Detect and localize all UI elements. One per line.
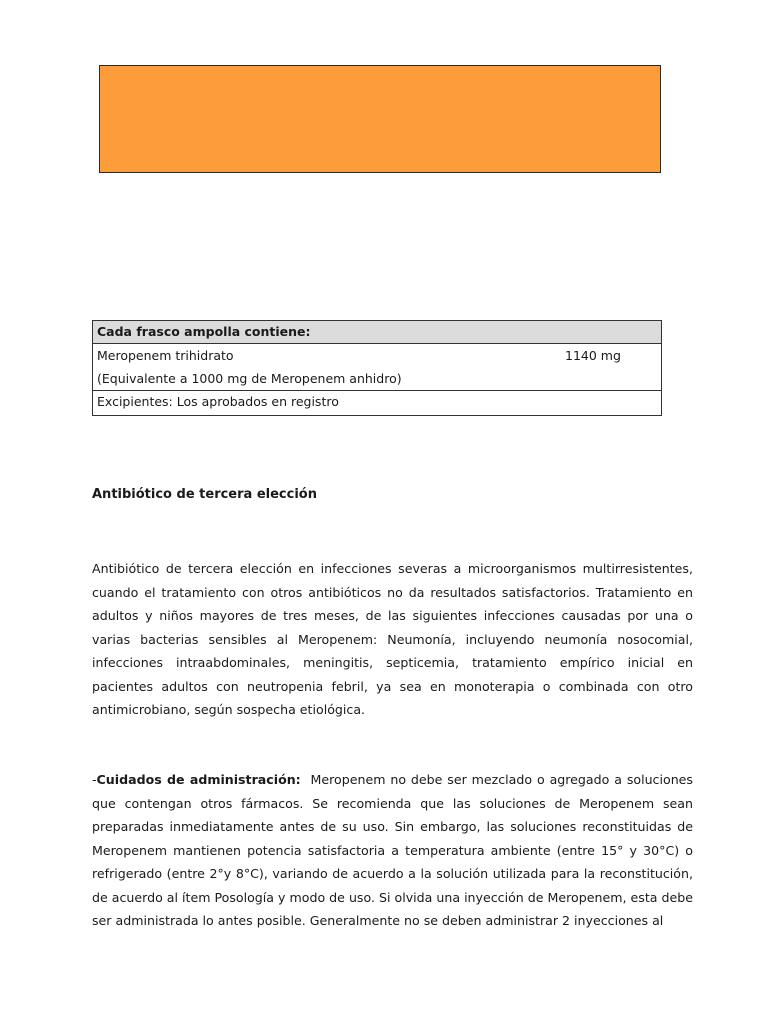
care-label: Cuidados de administración: <box>96 772 301 787</box>
indications-paragraph: Antibiótico de tercera elección en infecciones severas a microorganismos multirresistentes, cuando el tratamiento con otros antibióticos no da resultados satisfactorios. Tratamiento en adultos y niños mayores de tres meses, de las siguientes infecciones causadas por una o varias bacterias sensibles al Meropenem: Neumonía, incluyendo neumonía nosocomial, infecciones intraabdominales, meningitis, septicemia, tratamiento empírico inicial en pacientes adultos con neutropenia febril, ya sea en monoterapia o combinada con otro antimicrobiano, según sospecha etiológica. <box>92 561 693 717</box>
care-dash: - <box>92 772 97 787</box>
composition-excipients-row <box>93 391 662 416</box>
section-heading: Antibiótico de tercera elección <box>92 487 317 502</box>
composition-ingredient-row <box>93 344 662 391</box>
composition-table <box>92 320 662 416</box>
administration-care-paragraph <box>92 768 693 933</box>
ingredient-equivalent: (Equivalente a 1000 mg de Meropenem anhidro) <box>97 371 402 386</box>
ingredient-name: Meropenem trihidrato <box>97 348 234 363</box>
care-text: Meropenem no debe ser mezclado o agregado a soluciones que contengan otros fármacos. Se recomienda que las soluciones de Meropenem sean preparadas inmediatamente antes de su uso. Sin embargo, las soluciones reconstituidas de Meropenem mantienen potencia satisfactoria a temperatura ambiente (entre 15° y 30°C) o refrigerado (entre 2°y 8°C), variando de acuerdo a la solución utilizada para la reconstitución, de acuerdo al ítem Posología y modo de uso. Si olvida una inyección de Meropenem, esta debe ser administrada lo antes posible. Generalmente no se deben administrar 2 inyecciones al <box>92 772 693 928</box>
ingredient-quantity: 1140 mg <box>565 348 621 363</box>
composition-table-header-row <box>93 321 662 344</box>
header-banner <box>99 65 661 173</box>
composition-header: Cada frasco ampolla contiene: <box>93 321 662 344</box>
excipients-text: Excipientes: Los aprobados en registro <box>93 391 662 416</box>
